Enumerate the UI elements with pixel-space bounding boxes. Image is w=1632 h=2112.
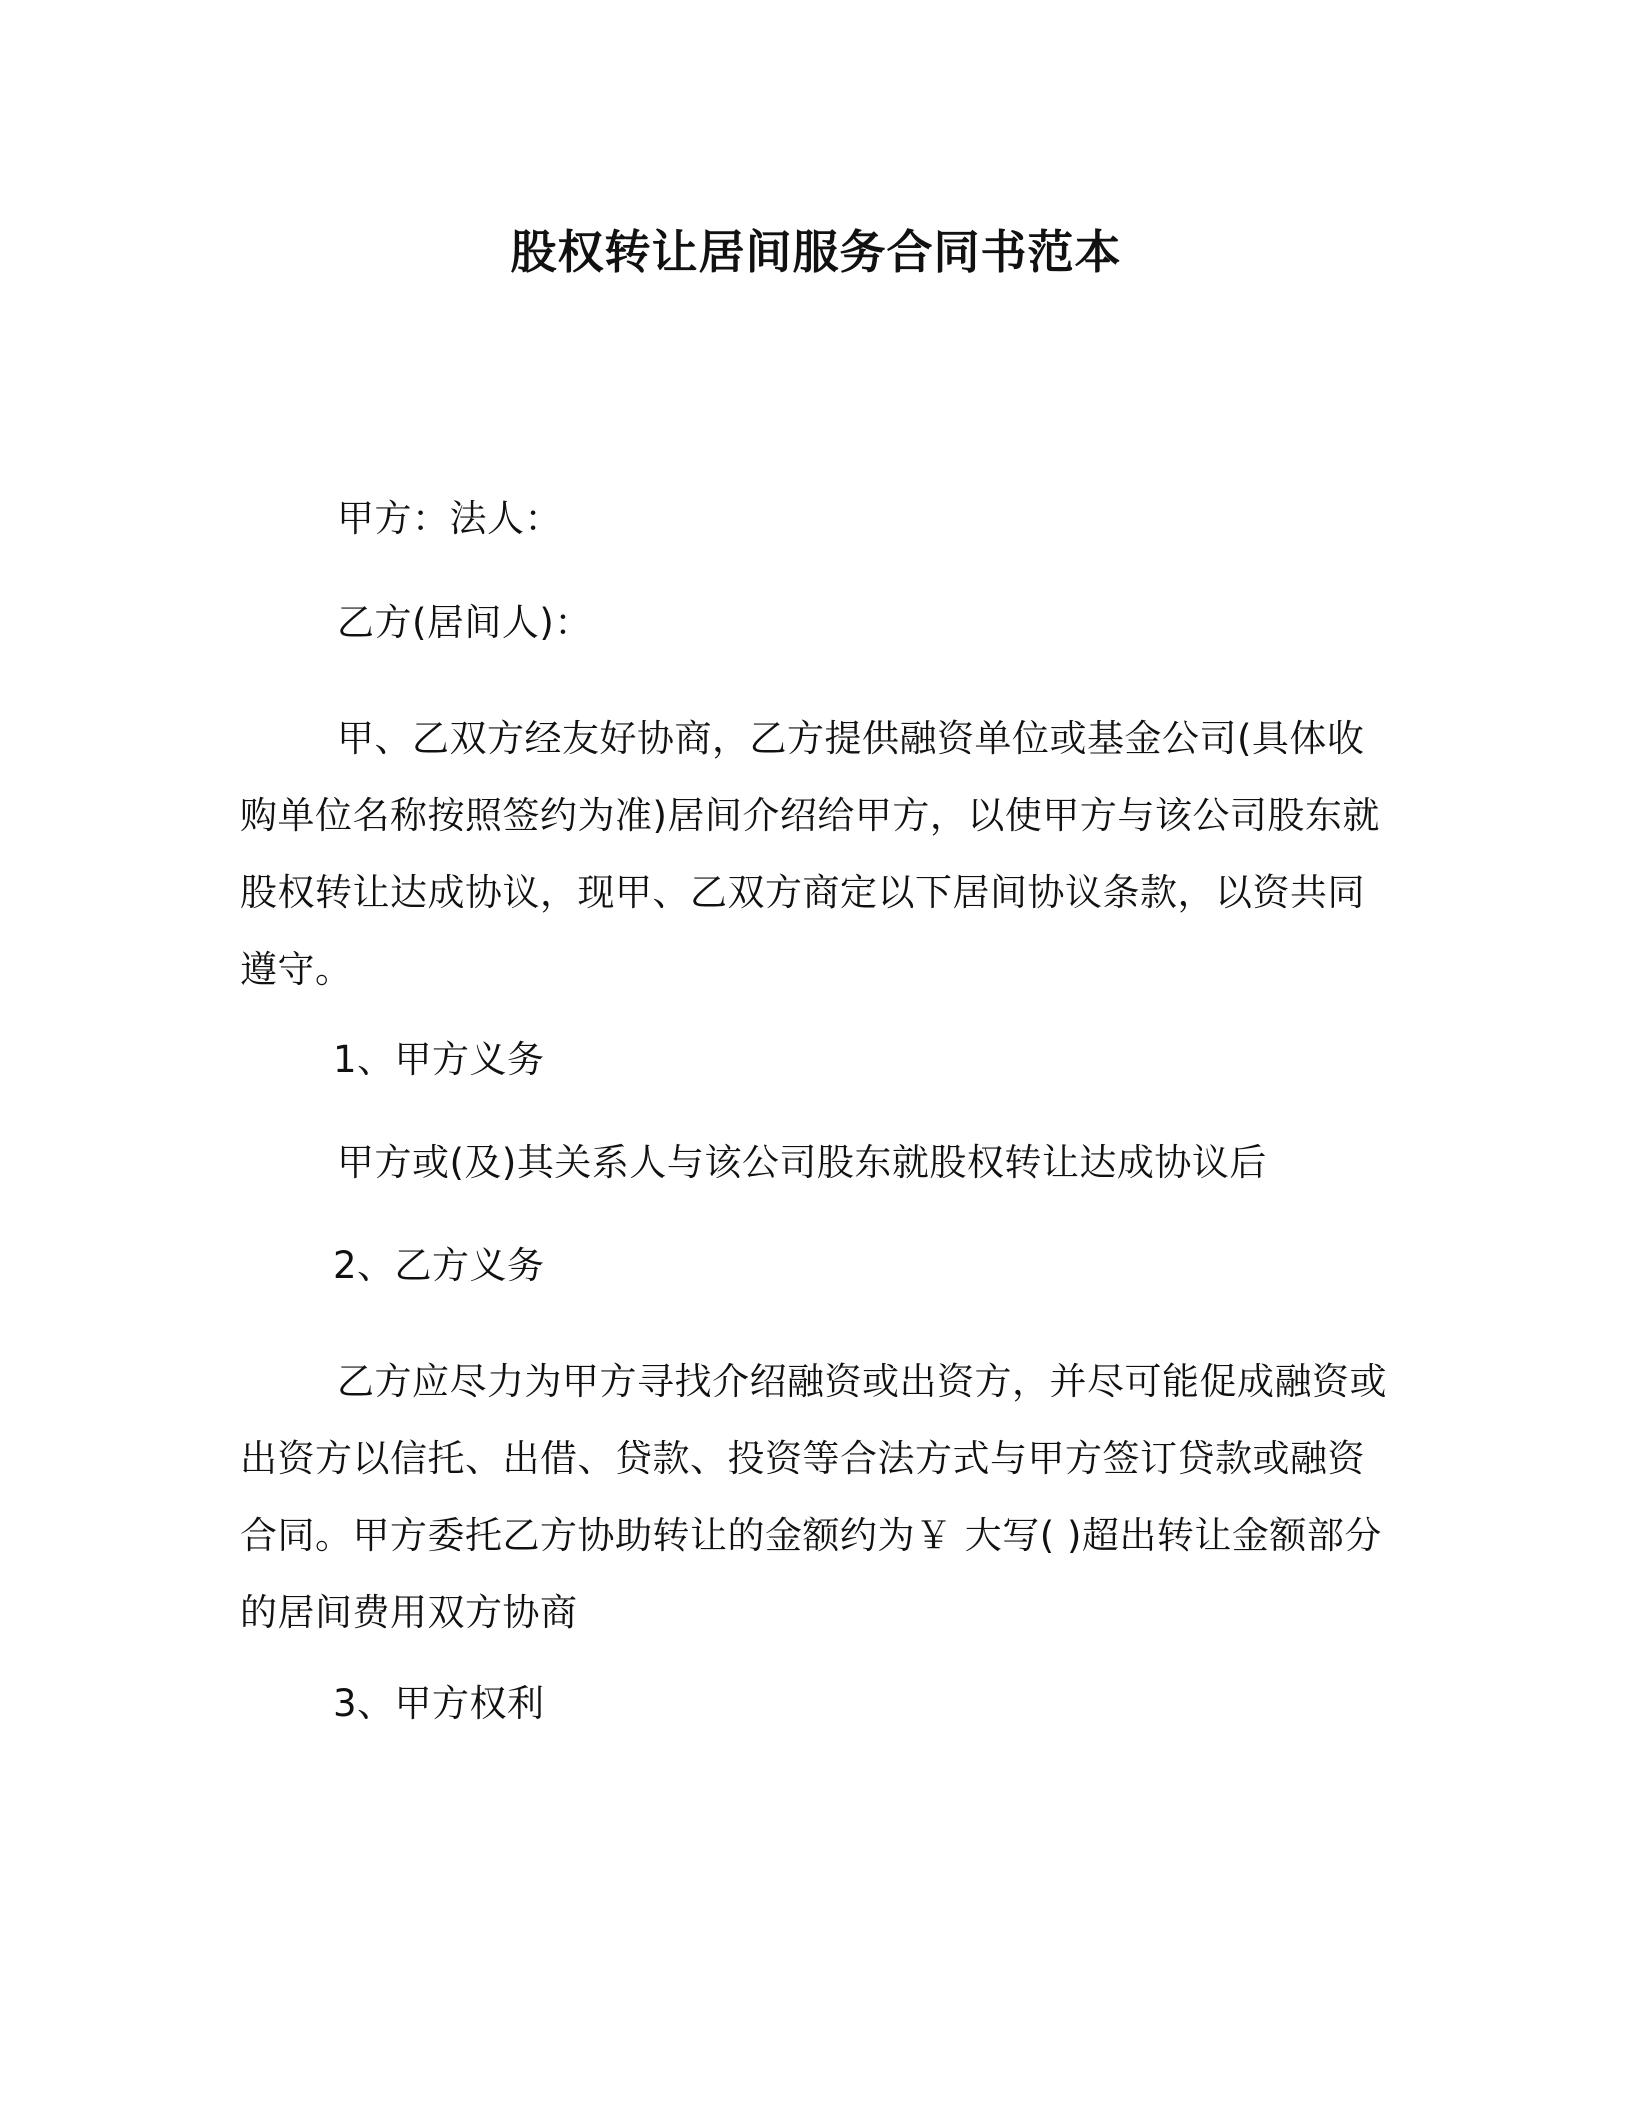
intro-line: 遵守。 — [240, 948, 353, 991]
section-2-line: 的居间费用双方协商 — [240, 1591, 578, 1634]
intro-line: 甲、乙双方经友好协商，乙方提供融资单位或基金公司(具体收 — [337, 717, 1365, 760]
intro-line: 购单位名称按照签约为准)居间介绍给甲方，以使甲方与该公司股东就 — [240, 794, 1380, 837]
section-3-heading: 3、甲方权利 — [333, 1682, 545, 1725]
intro-line: 股权转让达成协议，现甲、乙双方商定以下居间协议条款，以资共同 — [240, 871, 1365, 914]
section-2-heading: 2、乙方义务 — [333, 1244, 545, 1287]
document-title: 股权转让居间服务合同书范本 — [510, 225, 1122, 279]
party-b-line: 乙方(居间人)： — [337, 601, 592, 644]
section-2-paragraph — [240, 1343, 1387, 1651]
intro-paragraph — [240, 700, 1380, 1008]
party-a-line: 甲方：法人： — [337, 497, 562, 540]
section-1-text: 甲方或(及)其关系人与该公司股东就股权转让达成协议后 — [337, 1141, 1267, 1184]
section-2-line: 合同。甲方委托乙方协助转让的金额约为￥ 大写( )超出转让金额部分 — [240, 1514, 1382, 1557]
section-2-line: 乙方应尽力为甲方寻找介绍融资或出资方，并尽可能促成融资或 — [337, 1360, 1387, 1403]
section-1-heading: 1、甲方义务 — [333, 1038, 545, 1081]
section-2-line: 出资方以信托、出借、贷款、投资等合法方式与甲方签订贷款或融资 — [240, 1437, 1365, 1480]
